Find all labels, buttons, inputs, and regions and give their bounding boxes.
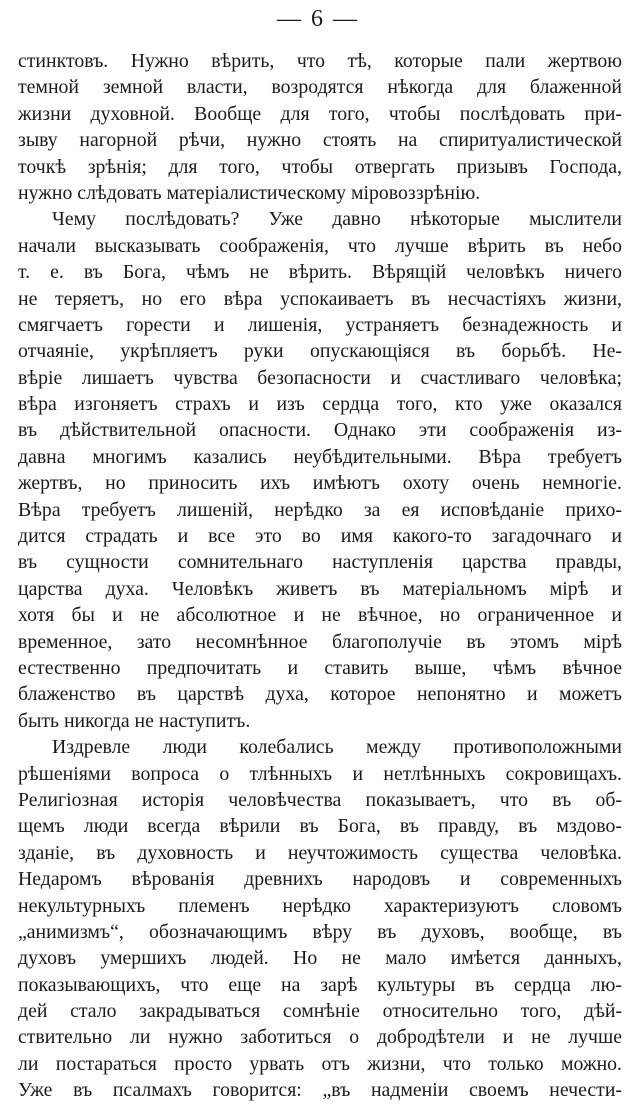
text-line: вѣріе лишаетъ чувства безопасности и счастливаго человѣка; [18, 366, 622, 389]
text-line: стинктовъ. Нужно вѣрить, что тѣ, которые пали жертвою [18, 50, 622, 72]
text-line: дей стало закрадываться сомнѣніе относительно того, дѣй- [18, 1000, 622, 1023]
text-line: Вѣра требуетъ лишеній, нерѣдко за ея исповѣданіе прихо- [18, 498, 622, 521]
text-line: блаженство въ царствѣ духа, которое непонятно и можетъ [18, 683, 622, 706]
text-line: ствительно ли нужно заботиться о добродѣтели и не лучше [18, 1026, 622, 1049]
text-line: жертвъ, но приносить ихъ имѣютъ охоту очень немногіе. [18, 472, 622, 495]
paragraph-1 [18, 48, 622, 206]
text-line: Религіозная исторія человѣчества показываетъ, что въ об- [18, 788, 622, 811]
text-line: дится страдать и все это во имя какого-то загадочнаго и [18, 525, 622, 548]
text-line: Чему послѣдовать? Уже давно нѣкоторые мыслители [52, 208, 622, 231]
text-line: „анимизмъ“, обозначающимъ вѣру въ духовъ, вообще, въ [18, 920, 622, 943]
text-line: начали высказывать соображенія, что лучше вѣрить въ небо [18, 234, 622, 257]
text-line: зданіе, въ духовность и неучтожимость существа человѣка. [18, 841, 622, 864]
text-line: жизни духовной. Вообще для того, чтобы послѣдовать при- [18, 102, 622, 125]
text-line: показывающихъ, что еще на зарѣ культуры въ сердца лю- [18, 973, 622, 996]
paragraph-3 [18, 734, 622, 1103]
text-line: не теряетъ, но его вѣра успокаиваетъ въ несчастіяхъ жизни, [18, 287, 622, 310]
text-line: некультурныхъ племенъ нерѣдко характеризуютъ словомъ [18, 894, 622, 917]
text-line: щемъ люди всегда вѣрили въ Бога, въ правду, въ мздово- [18, 815, 622, 838]
text-line: Недаромъ вѣрованія древнихъ народовъ и современныхъ [18, 868, 622, 891]
text-line: въ сущности сомнительнаго наступленія царства правды, [18, 551, 622, 574]
text-line: Издревле люди колебались между противоположными [52, 736, 622, 759]
text-line: временное, зато несомнѣнное благополучіе въ этомъ мірѣ [18, 630, 622, 653]
body-text [18, 48, 622, 1104]
text-line: царства духа. Человѣкъ живетъ въ матеріальномъ мірѣ и [18, 577, 622, 600]
text-line: темной земной власти, возродятся нѣкогда для блаженной [18, 76, 622, 99]
page-number: — 6 — [277, 6, 359, 32]
text-line: давна многимъ казались неубѣдительными. Вѣра требуетъ [18, 445, 622, 468]
text-line: ли постараться просто урвать отъ жизни, что только можно. [18, 1052, 622, 1075]
text-line: Уже въ псалмахъ говорится: „въ надменіи своемъ нечести- [18, 1079, 622, 1102]
text-line: отчаяніе, укрѣпляетъ руки опускающіяся въ борьбѣ. Не- [18, 340, 622, 363]
text-line: зыву нагорной рѣчи, нужно стоять на спиритуалистической [18, 129, 622, 152]
text-line: рѣшеніями вопроса о тлѣнныхъ и нетлѣнныхъ сокровищахъ. [18, 762, 622, 785]
text-line: смягчаетъ горести и лишенія, устраняетъ безнадежность и [18, 313, 622, 336]
text-line: точкѣ зрѣнія; для того, чтобы отвергать призывъ Господа, [18, 155, 622, 178]
text-line: естественно предпочитать и ставить выше, чѣмъ вѣчное [18, 656, 622, 679]
text-line: въ дѣйствительной опасности. Однако эти соображенія из- [18, 419, 622, 442]
text-line: хотя бы и не абсолютное и не вѣчное, но ограниченное и [18, 604, 622, 627]
paragraph-2 [18, 206, 622, 734]
text-line: духовъ умершихъ людей. Но не мало имѣется данныхъ, [18, 947, 622, 970]
text-line: вѣра изгоняетъ страхъ и изъ сердца того, кто уже оказался [18, 393, 622, 416]
text-line: быть никогда не наступитъ. [18, 709, 251, 732]
text-line: т. е. въ Бога, чѣмъ не вѣрить. Вѣрящій человѣкъ ничего [18, 261, 622, 284]
text-line: нужно слѣдовать матеріалистическому міровоззрѣнію. [18, 181, 481, 204]
